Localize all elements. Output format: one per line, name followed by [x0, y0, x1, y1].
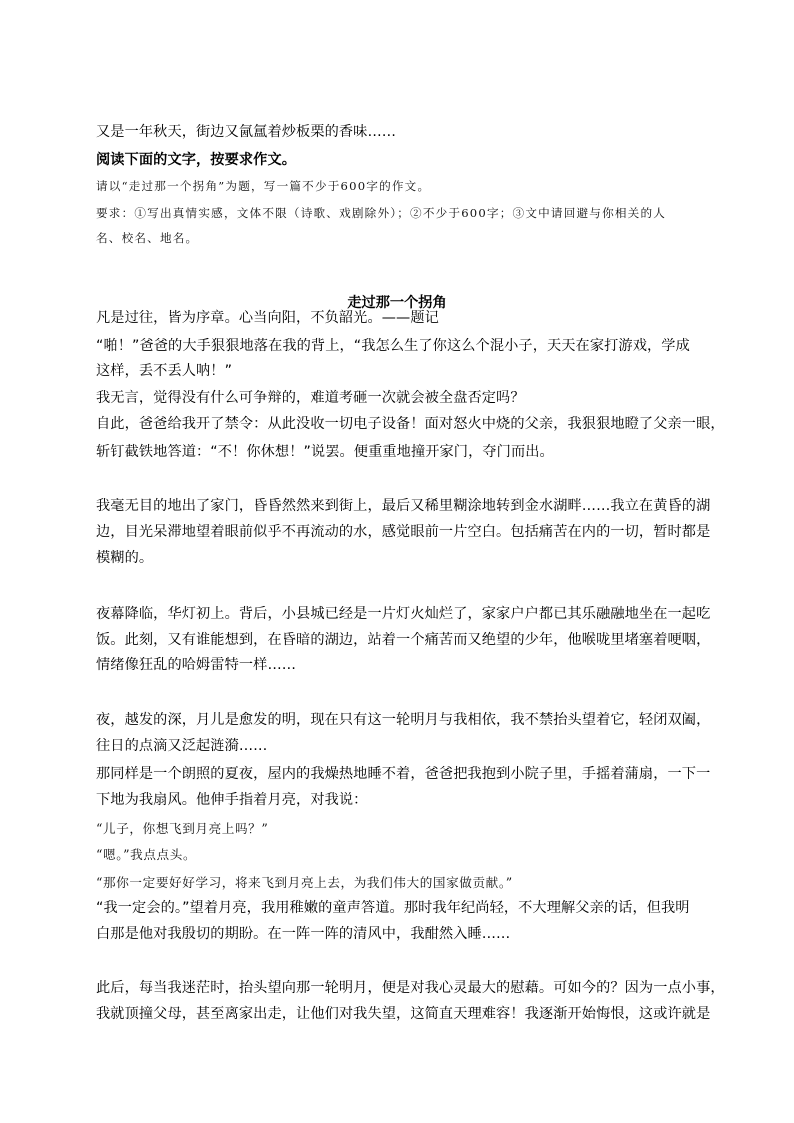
essay-dialogue-line: “儿子，你想飞到月亮上吗？”	[96, 821, 269, 836]
prompt-requirements-line-2: 名、校名、地名。	[96, 231, 199, 245]
essay-line: 此后，每当我迷茫时，抬头望向那一轮明月，便是对我心灵最大的慰藉。可如今的？因为一点小事，	[96, 980, 725, 996]
essay-line: 边，目光呆滞地望着眼前似乎不再流动的水，感觉眼前一片空白。包括痛苦在内的一切，暂时都是	[96, 524, 711, 540]
essay-line: 斩钉截铁地答道：“不！你休想！”说罢。便重重地撞开家门，夺门而出。	[96, 444, 554, 460]
essay-line: 我毫无目的地出了家门，昏昏然然来到街上，最后又稀里糊涂地转到金水湖畔……我立在黄昏的湖	[96, 498, 711, 514]
essay-line: 我无言，觉得没有什么可争辩的，难道考砸一次就会被全盘否定吗？	[96, 390, 525, 406]
essay-line: 夜，越发的深，月儿是愈发的明，现在只有这一轮明月与我相依，我不禁抬头望着它，轻闭双阖，	[96, 712, 711, 728]
essay-line: 模糊的。	[96, 550, 154, 566]
essay-line: 这样，丢不丢人呐！”	[96, 363, 233, 379]
essay-line: 饭。此刻，又有谁能想到，在昏暗的湖边，站着一个痛苦而又绝望的少年，他喉咙里堵塞着哽咽，	[96, 632, 711, 648]
intro-line: 又是一年秋天，街边又氤氲着炒板栗的香味……	[96, 124, 397, 140]
essay-line: 下地为我扇风。他伸手指着月亮，对我说：	[96, 792, 368, 808]
prompt-heading: 阅读下面的文字，按要求作文。	[96, 152, 297, 168]
essay-dialogue-line: “那你一定要好好学习，将来飞到月亮上去，为我们伟大的国家做贡献。”	[96, 875, 513, 890]
essay-line: “啪！”爸爸的大手狠狠地落在我的背上，“我怎么生了你这么个混小子，天天在家打游戏，学成	[96, 338, 690, 354]
essay-line: 白那是他对我殷切的期盼。在一阵一阵的清风中，我酣然入睡……	[96, 926, 511, 942]
prompt-requirements-line-1: 要求：①写出真情实感，文体不限（诗歌、戏剧除外）；②不少于600字；③文中请回避与你相关的人	[96, 206, 667, 220]
essay-epigraph: 凡是过往，皆为序章。心当向阳，不负韶光。——题记	[96, 310, 439, 326]
essay-line: 夜幕降临，华灯初上。背后，小县城已经是一片灯火灿烂了，家家户户都已其乐融融地坐在一起吃	[96, 606, 711, 622]
essay-dialogue-line: “嗯。”我点点头。	[96, 847, 197, 862]
essay-title: 走过那一个拐角	[347, 294, 447, 311]
prompt-instruction: 请以“走过那一个拐角”为题，写一篇不少于600字的作文。	[96, 179, 431, 193]
essay-line: 我就顶撞父母，甚至离家出走，让他们对我失望，这简直天理难容！我逐渐开始悔恨，这或许就是	[96, 1006, 711, 1022]
essay-line: “我一定会的。”望着月亮，我用稚嫩的童声答道。那时我年纪尚轻，不大理解父亲的话，但我明	[96, 900, 690, 916]
essay-line: 往日的点滴又泛起涟漪……	[96, 738, 268, 754]
essay-line: 那同样是一个朗照的夏夜，屋内的我燥热地睡不着，爸爸把我抱到小院子里，手摇着蒲扇，一下一	[96, 766, 711, 782]
essay-line: 自此，爸爸给我开了禁令：从此没收一切电子设备！面对怒火中烧的父亲，我狠狠地瞪了父亲一眼，	[96, 416, 725, 432]
essay-line: 情绪像狂乱的哈姆雷特一样……	[96, 657, 297, 673]
